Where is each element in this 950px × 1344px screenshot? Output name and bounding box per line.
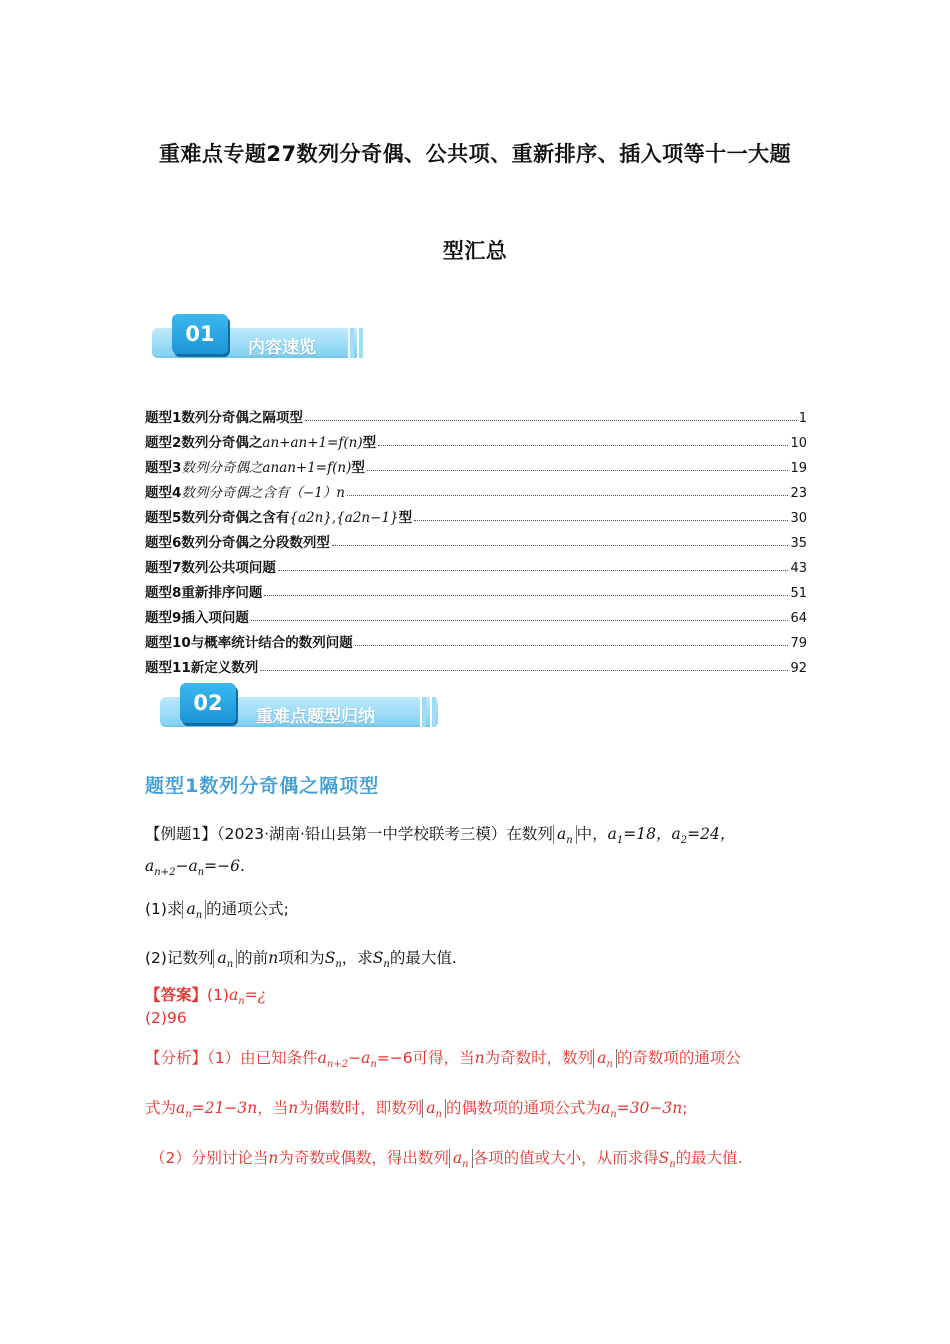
toc-item[interactable]: 题型2数列分奇偶之an+an+1=f(n)型 10: [145, 435, 807, 451]
badge-number: 01: [172, 314, 228, 354]
leader-dots: [378, 444, 788, 446]
analysis-line-2: 式为$a_n=21-3n$，当n为偶数时，即数列 $a_n$ 的偶数项的通项公式为$a_n=30-3n$;: [145, 1099, 688, 1120]
page-number: 35: [790, 536, 807, 551]
document-title-line2: 型汇总: [442, 239, 508, 263]
page-number: 79: [790, 636, 807, 651]
section-badge-contents: [152, 314, 372, 366]
page-number: 64: [790, 611, 807, 626]
leader-dots: [355, 644, 789, 646]
toc-item[interactable]: 题型4数列分奇偶之含有（−1）n 23: [145, 485, 807, 501]
page-number: 1: [798, 411, 807, 426]
badge-label: 内容速览: [248, 338, 316, 358]
section-heading: 题型1数列分奇偶之隔项型: [145, 775, 380, 797]
analysis-line-1: 【分析】（1）由已知条件$a_{n+2}-a_n=-6$可得，当n为奇数时，数列 $a_n$ 的奇数项的通项公: [145, 1049, 741, 1070]
toc-item[interactable]: 题型9插入项问题 64: [145, 610, 807, 626]
question-1: (1)求 $a_n$ 的通项公式;: [145, 900, 289, 921]
toc-item[interactable]: 题型11新定义数列 92: [145, 660, 807, 676]
leader-dots: [251, 619, 789, 621]
answer-part-1: 【答案】$(1)a_n=¿$: [145, 986, 266, 1007]
page-number: 30: [790, 511, 807, 526]
toc-item[interactable]: 题型10与概率统计结合的数列问题 79: [145, 635, 807, 651]
page-number: 23: [790, 486, 807, 501]
section-badge-key-types: [160, 683, 445, 735]
question-2: (2)记数列 $a_n$ 的前n项和为$S_n$，求$S_n$的最大值.: [145, 949, 457, 970]
leader-dots: [278, 569, 789, 571]
page-number: 51: [790, 586, 807, 601]
analysis-line-3: （2）分别讨论当n为奇数或偶数，得出数列 $a_n$ 各项的值或大小，从而求得$S_n$的最大值.: [150, 1149, 743, 1170]
answer-part-2: (2)96: [145, 1009, 187, 1027]
leader-dots: [367, 469, 789, 471]
toc-item[interactable]: 题型3数列分奇偶之anan+1=f(n)型 19: [145, 460, 807, 476]
page-number: 10: [790, 436, 807, 451]
page-number: 19: [790, 461, 807, 476]
leader-dots: [347, 494, 788, 496]
page-number: 92: [790, 661, 807, 676]
example-recurrence: $a_{n+2}-a_n=-6$.: [145, 857, 245, 878]
toc-item[interactable]: 题型6数列分奇偶之分段数列型 35: [145, 535, 807, 551]
document-title-line1: 重难点专题27数列分奇偶、公共项、重新排序、插入项等十一大题: [158, 142, 792, 166]
example-statement: 【例题1】（2023·湖南·铅山县第一中学校联考三模）在数列 $a_n$ 中，$a_1=18$，$a_2=24$，: [145, 825, 736, 846]
toc-item[interactable]: 题型7数列公共项问题 43: [145, 560, 807, 576]
badge-label: 重难点题型归纳: [256, 707, 375, 727]
leader-dots: [332, 544, 789, 546]
table-of-contents: [145, 401, 807, 676]
leader-dots: [305, 419, 797, 421]
toc-item[interactable]: 题型8重新排序问题 51: [145, 585, 807, 601]
toc-item[interactable]: 题型5数列分奇偶之含有{a2n},{a2n−1}型 30: [145, 510, 807, 526]
leader-dots: [264, 594, 788, 596]
page-number: 43: [790, 561, 807, 576]
toc-item[interactable]: 题型1数列分奇偶之隔项型 1: [145, 410, 807, 426]
leader-dots: [414, 519, 788, 521]
badge-number: 02: [180, 683, 236, 723]
leader-dots: [260, 669, 788, 671]
